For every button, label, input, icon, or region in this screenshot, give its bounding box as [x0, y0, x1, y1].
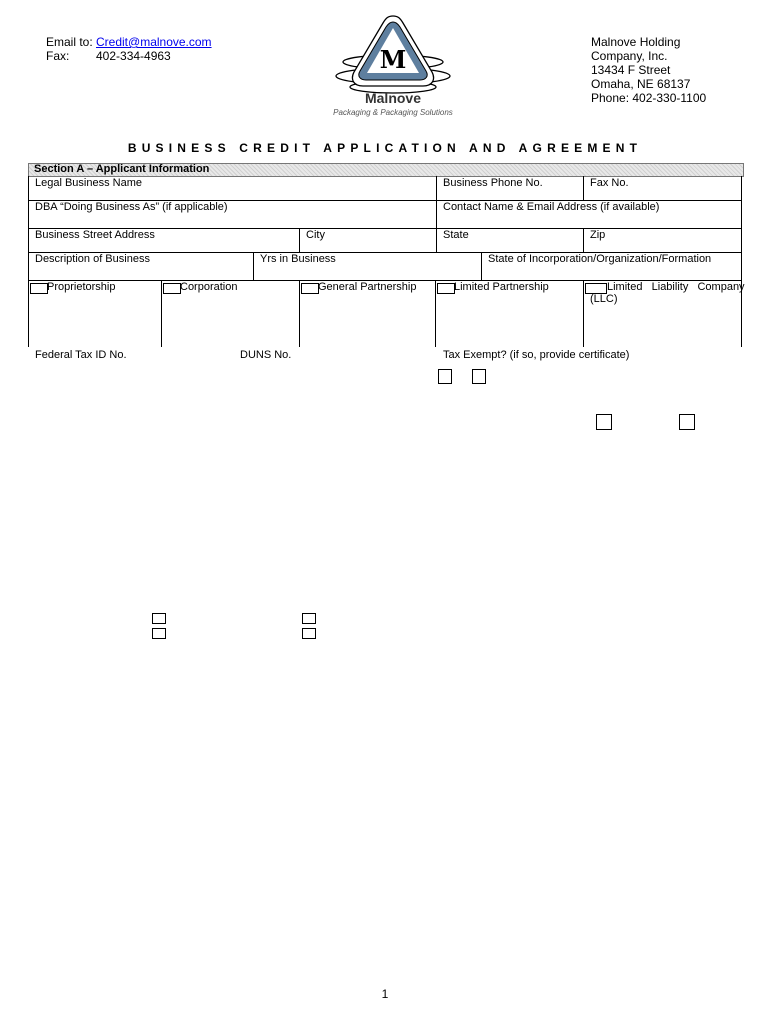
description-label: Description of Business [35, 253, 150, 265]
section-a-title: Section A – Applicant Information [34, 163, 210, 175]
city-label: City [306, 229, 325, 241]
legal-business-name-label: Legal Business Name [35, 177, 143, 189]
document-title: BUSINESS CREDIT APPLICATION AND AGREEMENT [127, 141, 643, 155]
row5-divider-d [583, 280, 584, 347]
row1-divider-b [583, 176, 584, 200]
tax-exempt-label: Tax Exempt? (if so, provide certificate) [443, 349, 630, 361]
email-link[interactable]: Credit@malnove.com [96, 35, 212, 49]
row2-divider [436, 200, 437, 228]
street-address-label: Business Street Address [35, 229, 155, 241]
option-checkbox-2[interactable] [679, 414, 695, 430]
malnove-logo [318, 14, 468, 120]
general-partnership-checkbox[interactable] [301, 283, 319, 294]
page-number: 1 [381, 987, 389, 1001]
business-phone-label: Business Phone No. [443, 177, 543, 189]
row4-divider-a [253, 252, 254, 280]
logo-name: Malnove [364, 90, 422, 106]
form-border-right [741, 176, 742, 347]
row1-divider-a [436, 176, 437, 200]
proprietorship-checkbox[interactable] [30, 283, 48, 294]
company-line-4: Omaha, NE 68137 [591, 77, 691, 91]
email-label: Email to: [46, 35, 93, 49]
contact-name-label: Contact Name & Email Address (if available) [443, 201, 660, 213]
section-a-header [28, 163, 744, 177]
llc-label: Limited Liability Company [607, 281, 745, 293]
state-label: State [443, 229, 469, 241]
proprietorship-label: Proprietorship [47, 281, 116, 293]
yrs-in-business-label: Yrs in Business [260, 253, 336, 265]
duns-label: DUNS No. [240, 349, 292, 361]
option-checkbox-5[interactable] [302, 613, 316, 624]
company-line-5: Phone: 402-330-1100 [591, 91, 707, 105]
company-line-2: Company, Inc. [591, 49, 668, 63]
contact-info [46, 35, 212, 63]
limited-partnership-checkbox[interactable] [437, 283, 455, 294]
row3-divider-a [299, 228, 300, 252]
fax-label: Fax: [46, 49, 70, 63]
option-checkbox-1[interactable] [596, 414, 612, 430]
state-of-incorporation-label: State of Incorporation/Organization/Formation [488, 253, 712, 265]
option-checkbox-3[interactable] [152, 613, 166, 624]
row3-divider-b [436, 228, 437, 252]
dba-label: DBA “Doing Business As” (if applicable) [35, 201, 228, 213]
option-checkbox-4[interactable] [152, 628, 166, 639]
logo-letter: M [379, 45, 407, 74]
row5-divider-c [435, 280, 436, 347]
row3-divider-c [583, 228, 584, 252]
fax-number: 402-334-4963 [96, 49, 171, 63]
general-partnership-label: General Partnership [318, 281, 417, 293]
fax-no-label: Fax No. [590, 177, 629, 189]
corporation-checkbox[interactable] [163, 283, 181, 294]
tax-exempt-no-checkbox[interactable] [472, 369, 486, 384]
option-checkbox-6[interactable] [302, 628, 316, 639]
logo-tagline: Packaging & Packaging Solutions [333, 108, 453, 117]
company-line-3: 13434 F Street [591, 63, 671, 77]
row5-divider-b [299, 280, 300, 347]
limited-partnership-label: Limited Partnership [454, 281, 549, 293]
form-border-left [28, 176, 29, 347]
tax-exempt-yes-checkbox[interactable] [438, 369, 452, 384]
row5-divider-a [161, 280, 162, 347]
company-address [591, 35, 706, 105]
row4-divider-b [481, 252, 482, 280]
federal-tax-id-label: Federal Tax ID No. [35, 349, 127, 361]
corporation-label: Corporation [180, 281, 238, 293]
llc-abbrev-label: (LLC) [590, 293, 618, 305]
zip-label: Zip [590, 229, 606, 241]
company-line-1: Malnove Holding [591, 35, 681, 49]
